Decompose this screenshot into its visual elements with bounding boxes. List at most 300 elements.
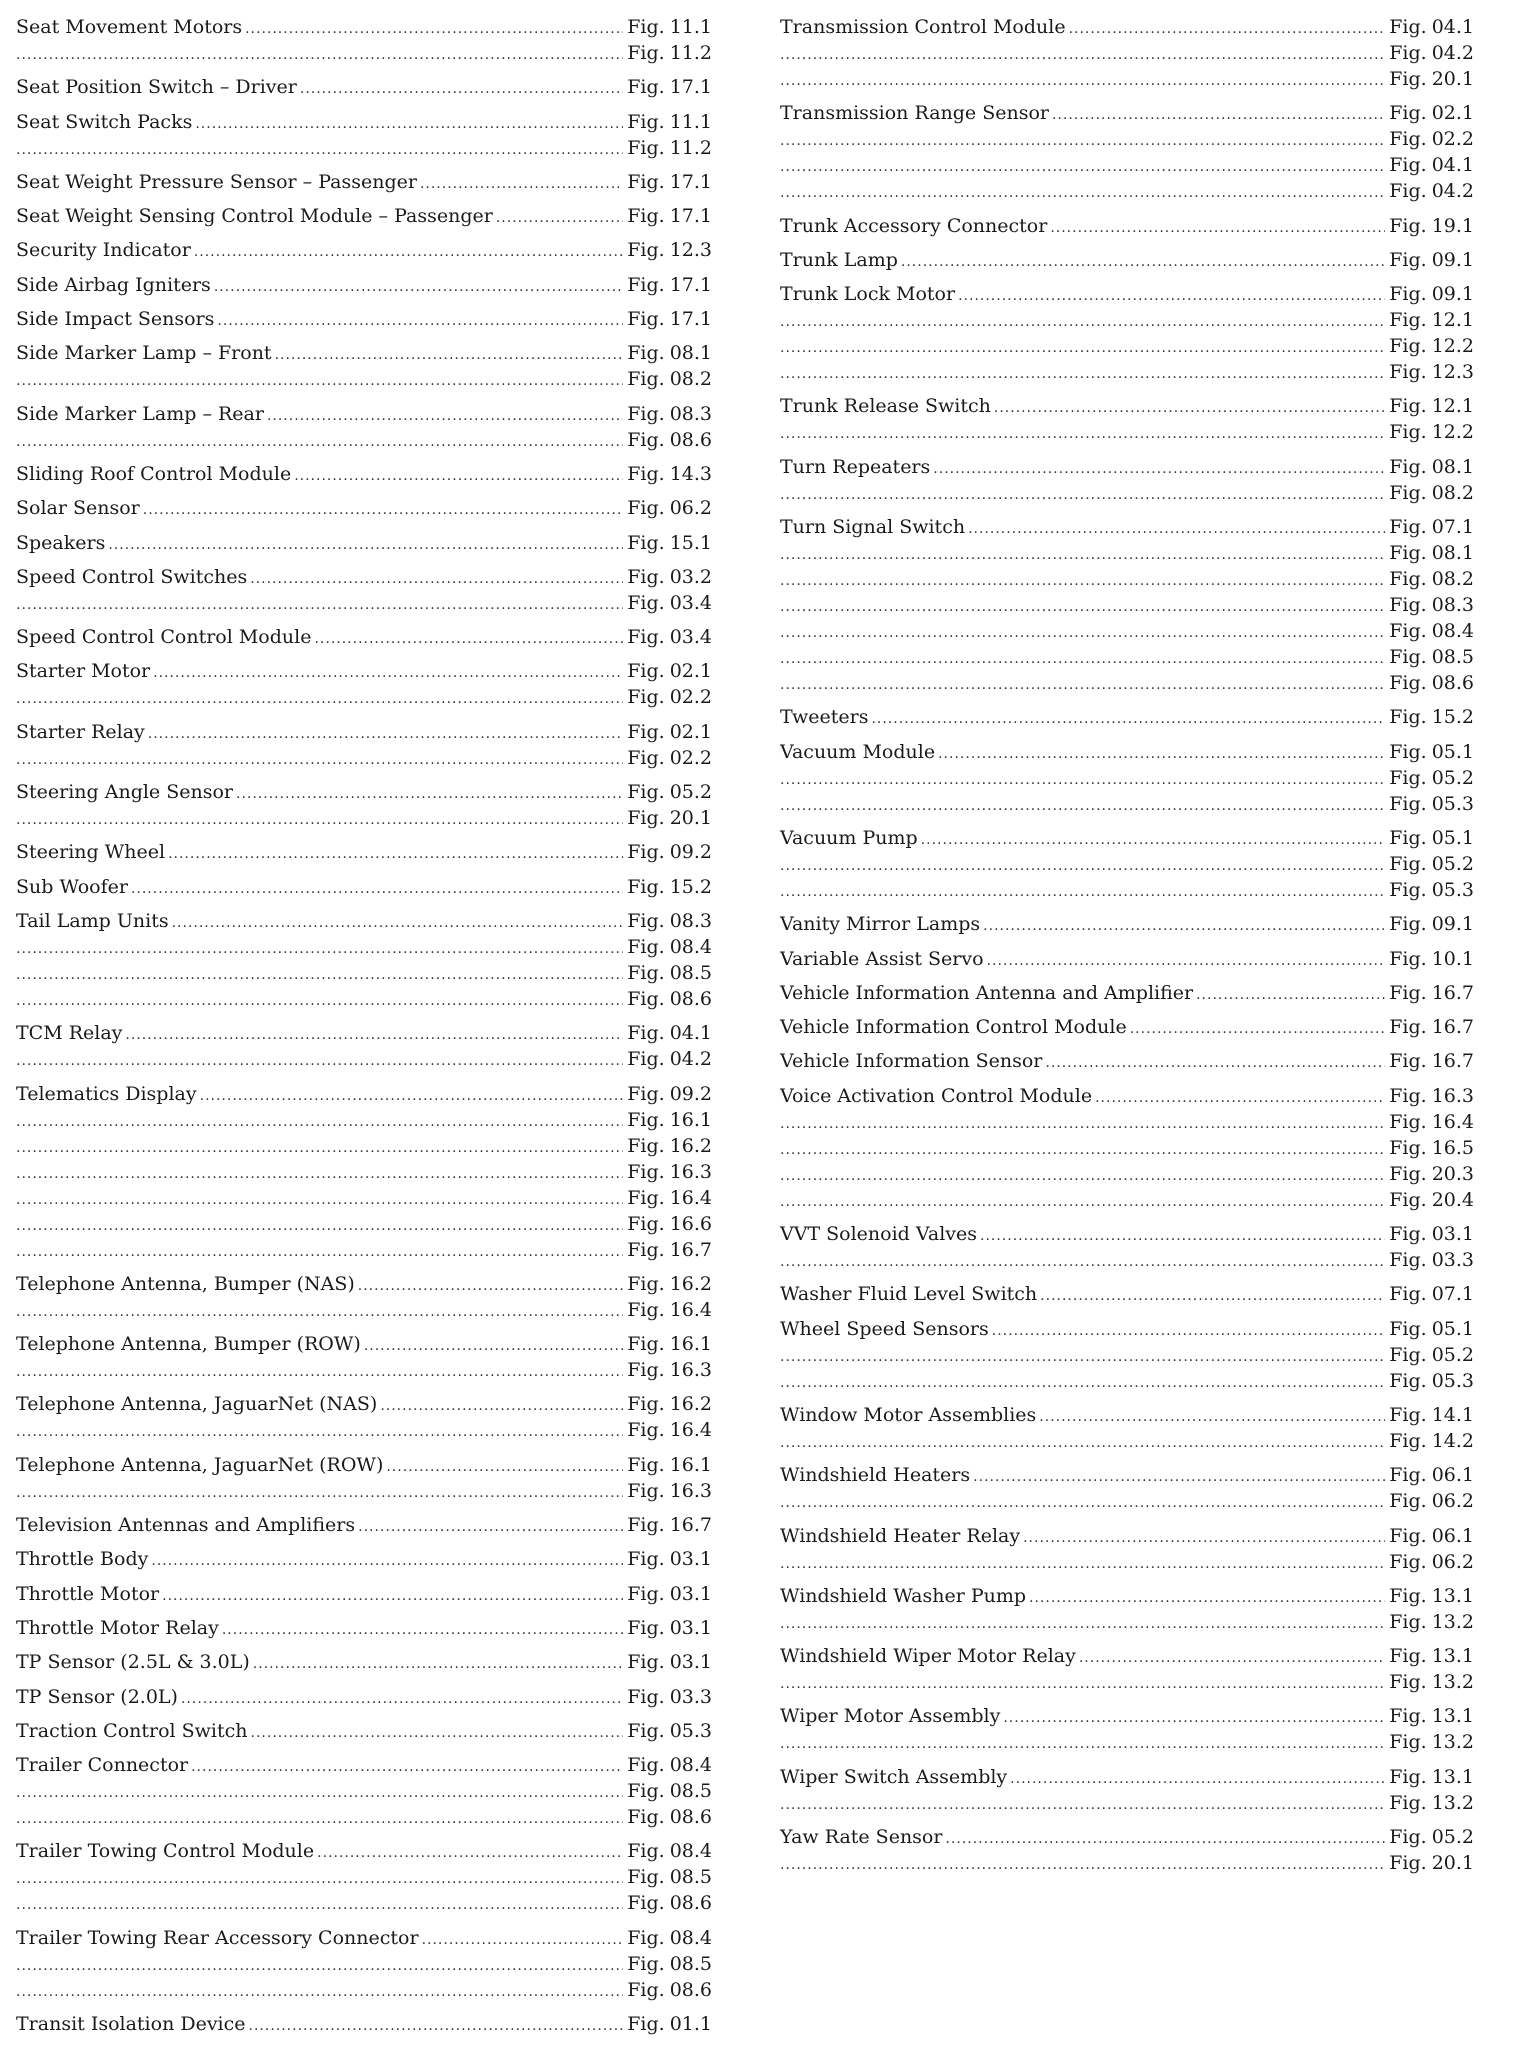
- dot-leader: [968, 516, 1385, 542]
- figure-number: 03.1: [1431, 1223, 1474, 1246]
- index-entry-line: [16, 658, 712, 684]
- index-entry-line: [16, 1615, 712, 1641]
- dot-leader: [217, 308, 623, 334]
- index-entry-line: [780, 1583, 1474, 1609]
- dot-leader: [16, 988, 623, 1014]
- figure-reference: [1385, 877, 1474, 903]
- component-name: Wiper Motor Assembly: [780, 1705, 1001, 1728]
- index-entry-line: [780, 704, 1474, 730]
- component-name: Speakers: [16, 531, 106, 554]
- index-entry-line: [780, 1221, 1474, 1247]
- component-name: Tweeters: [780, 706, 869, 729]
- index-entry: [16, 839, 712, 865]
- figure-reference: [623, 1925, 712, 1951]
- index-entry-line: [16, 1331, 712, 1357]
- figure-prefix: Fig.: [627, 239, 665, 262]
- dot-leader: [168, 841, 623, 867]
- dot-leader: [987, 948, 1386, 974]
- component-name: Window Motor Assemblies: [780, 1403, 1037, 1426]
- component-name: Telephone Antenna, Bumper (ROW): [16, 1333, 361, 1356]
- figure-prefix: Fig.: [627, 1160, 665, 1183]
- dot-leader: [780, 1111, 1385, 1137]
- figure-prefix: Fig.: [627, 875, 665, 898]
- dot-leader: [294, 463, 623, 489]
- index-entry: [780, 100, 1474, 204]
- component-name: Trunk Accessory Connector: [780, 214, 1048, 237]
- figure-reference: [623, 719, 712, 745]
- figure-number: 08.6: [669, 1806, 712, 1829]
- figure-number: 15.2: [1431, 706, 1474, 729]
- dot-leader: [1196, 982, 1385, 1008]
- index-entry-line: [16, 2011, 712, 2037]
- index-entry-line: [780, 1824, 1474, 1850]
- index-entry-continuation: [780, 1669, 1474, 1695]
- index-entry: [16, 719, 712, 771]
- index-entry-line: [780, 213, 1474, 239]
- figure-reference: [1385, 644, 1474, 670]
- index-entry: [780, 1824, 1474, 1876]
- figure-reference: [623, 530, 712, 556]
- index-entry-line: [16, 1512, 712, 1538]
- component-name: Throttle Body: [16, 1548, 149, 1571]
- figure-reference: [623, 306, 712, 332]
- dot-leader: [780, 1163, 1385, 1189]
- dot-leader: [780, 1792, 1385, 1818]
- dot-leader: [16, 962, 623, 988]
- figure-prefix: Fig.: [1389, 283, 1427, 306]
- figure-prefix: Fig.: [1389, 1705, 1427, 1728]
- figure-reference: [1385, 1135, 1474, 1161]
- figure-prefix: Fig.: [1389, 1188, 1427, 1211]
- index-entry: [16, 530, 712, 556]
- component-name: Speed Control Switches: [16, 565, 248, 588]
- figure-number: 02.2: [669, 746, 712, 769]
- figure-prefix: Fig.: [627, 1685, 665, 1708]
- figure-number: 08.1: [1431, 542, 1474, 565]
- figure-reference: [623, 1331, 712, 1357]
- figure-number: 19.1: [1431, 214, 1474, 237]
- index-entry: [16, 1081, 712, 1263]
- dot-leader: [921, 827, 1386, 853]
- index-entry: [16, 272, 712, 298]
- dot-leader: [1130, 1016, 1386, 1042]
- figure-reference: [1385, 1221, 1474, 1247]
- index-entry-continuation: [780, 540, 1474, 566]
- index-entry-line: [780, 1083, 1474, 1109]
- figure-reference: [623, 1478, 712, 1504]
- figure-number: 06.1: [1431, 1524, 1474, 1547]
- index-entry: [16, 306, 712, 332]
- figure-prefix: Fig.: [627, 402, 665, 425]
- figure-prefix: Fig.: [1389, 852, 1427, 875]
- component-name: Turn Signal Switch: [780, 516, 966, 539]
- figure-prefix: Fig.: [1389, 1645, 1427, 1668]
- figure-reference: [623, 590, 712, 616]
- figure-number: 20.1: [1431, 68, 1474, 90]
- figure-reference: [1385, 1187, 1474, 1213]
- index-entry-line: [780, 1764, 1474, 1790]
- dot-leader: [780, 646, 1385, 672]
- component-name: Traction Control Switch: [16, 1719, 248, 1742]
- component-name: Transit Isolation Device: [16, 2012, 246, 2035]
- index-entry-continuation: [16, 1133, 712, 1159]
- figure-reference: [1385, 825, 1474, 851]
- figure-prefix: Fig.: [627, 1651, 665, 1674]
- dot-leader: [358, 1273, 623, 1299]
- figure-reference: [1385, 1850, 1474, 1876]
- figure-number: 13.1: [1431, 1645, 1474, 1668]
- figure-prefix: Fig.: [1389, 1162, 1427, 1185]
- index-entry-line: [16, 237, 712, 263]
- component-name: Trailer Connector: [16, 1754, 189, 1777]
- component-name: Telephone Antenna, Bumper (NAS): [16, 1272, 355, 1295]
- figure-reference: [1385, 1428, 1474, 1454]
- index-entry-continuation: [780, 480, 1474, 506]
- dot-leader: [275, 342, 624, 368]
- dot-leader: [1029, 1585, 1385, 1611]
- figure-number: 08.5: [669, 1780, 712, 1803]
- figure-reference: [1385, 980, 1474, 1006]
- index-entry-continuation: [16, 1211, 712, 1237]
- index-entry: [16, 1752, 712, 1830]
- dot-leader: [780, 68, 1385, 94]
- index-entry: [780, 739, 1474, 817]
- figure-prefix: Fig.: [627, 1892, 665, 1915]
- figure-prefix: Fig.: [627, 591, 665, 614]
- figure-number: 04.2: [669, 1048, 712, 1071]
- figure-prefix: Fig.: [627, 1186, 665, 1209]
- figure-reference: [1385, 566, 1474, 592]
- figure-reference: [1385, 791, 1474, 817]
- component-name: Windshield Washer Pump: [780, 1584, 1027, 1607]
- index-entry: [16, 495, 712, 521]
- figure-prefix: Fig.: [1389, 1671, 1427, 1694]
- index-entry-line: [780, 1462, 1474, 1488]
- figure-reference: [623, 684, 712, 710]
- dot-leader: [422, 1927, 624, 1953]
- figure-reference: [1385, 670, 1474, 696]
- index-entry-continuation: [16, 590, 712, 616]
- index-entry-continuation: [16, 427, 712, 453]
- figure-prefix: Fig.: [1389, 481, 1427, 504]
- figure-prefix: Fig.: [1389, 1369, 1427, 1392]
- index-entry: [780, 1048, 1474, 1074]
- figure-prefix: Fig.: [1389, 766, 1427, 789]
- index-entry-line: [16, 839, 712, 865]
- index-entry-line: [780, 825, 1474, 851]
- figure-reference: [623, 1864, 712, 1890]
- dot-leader: [300, 76, 623, 102]
- index-entry-continuation: [780, 877, 1474, 903]
- index-entry-line: [780, 454, 1474, 480]
- figure-reference: [623, 1133, 712, 1159]
- figure-number: 08.2: [1431, 568, 1474, 591]
- index-entry-line: [16, 306, 712, 332]
- figure-prefix: Fig.: [1389, 1826, 1427, 1849]
- component-name: Yaw Rate Sensor: [780, 1826, 943, 1849]
- index-entry-continuation: [780, 791, 1474, 817]
- dot-leader: [16, 1359, 623, 1385]
- index-entry: [780, 825, 1474, 903]
- figure-reference: [623, 427, 712, 453]
- figure-number: 08.1: [669, 342, 712, 365]
- figure-reference: [1385, 1609, 1474, 1635]
- dot-leader: [1050, 215, 1385, 241]
- dot-leader: [16, 429, 623, 455]
- component-name: Windshield Wiper Motor Relay: [780, 1645, 1076, 1668]
- dot-leader: [191, 1754, 623, 1780]
- dot-leader: [251, 1720, 624, 1746]
- figure-number: 16.2: [669, 1393, 712, 1416]
- figure-number: 04.1: [1431, 154, 1474, 177]
- figure-prefix: Fig.: [1389, 1016, 1427, 1039]
- figure-number: 12.1: [1431, 395, 1474, 418]
- figure-reference: [623, 564, 712, 590]
- figure-reference: [1385, 1342, 1474, 1368]
- index-entry-continuation: [780, 333, 1474, 359]
- dot-leader: [236, 781, 623, 807]
- index-entry-continuation: [16, 745, 712, 771]
- figure-reference: [1385, 152, 1474, 178]
- dot-leader: [780, 482, 1385, 508]
- dot-leader: [780, 1551, 1385, 1577]
- figure-prefix: Fig.: [627, 1754, 665, 1777]
- figure-reference: [623, 169, 712, 195]
- dot-leader: [16, 747, 623, 773]
- index-entry-continuation: [16, 40, 712, 66]
- index-entry-line: [16, 908, 712, 934]
- figure-reference: [1385, 307, 1474, 333]
- index-entry: [780, 247, 1474, 273]
- figure-reference: [623, 874, 712, 900]
- index-entry: [780, 1583, 1474, 1635]
- dot-leader: [780, 767, 1385, 793]
- dot-leader: [16, 1979, 623, 2005]
- dot-leader: [151, 1548, 623, 1574]
- component-name: Vehicle Information Antenna and Amplifier: [780, 981, 1194, 1004]
- index-entry: [780, 454, 1474, 506]
- figure-number: 12.2: [1431, 335, 1474, 358]
- component-name: Seat Weight Sensing Control Module – Passenger: [16, 205, 493, 228]
- figure-number: 20.4: [1431, 1188, 1474, 1211]
- component-name: Transmission Range Sensor: [780, 102, 1049, 125]
- figure-reference: [623, 908, 712, 934]
- figure-number: 02.1: [669, 660, 712, 683]
- figure-prefix: Fig.: [1389, 395, 1427, 418]
- index-entry-line: [16, 169, 712, 195]
- index-entry: [780, 1764, 1474, 1816]
- figure-reference: [623, 1890, 712, 1916]
- dot-leader: [780, 568, 1385, 594]
- figure-prefix: Fig.: [1389, 878, 1427, 901]
- index-entry-line: [16, 564, 712, 590]
- index-entry-continuation: [16, 1478, 712, 1504]
- figure-reference: [1385, 540, 1474, 566]
- figure-number: 16.7: [669, 1238, 712, 1261]
- figure-prefix: Fig.: [1389, 826, 1427, 849]
- component-name: Trailer Towing Rear Accessory Connector: [16, 1926, 419, 1949]
- figure-number: 08.4: [669, 935, 712, 958]
- figure-number: 08.3: [669, 909, 712, 932]
- figure-reference: [1385, 765, 1474, 791]
- dot-leader: [16, 1161, 623, 1187]
- dot-leader: [994, 395, 1385, 421]
- index-entry-line: [16, 109, 712, 135]
- index-entry-continuation: [780, 670, 1474, 696]
- figure-number: 09.1: [1431, 248, 1474, 271]
- figure-prefix: Fig.: [627, 342, 665, 365]
- index-entry-line: [16, 1838, 712, 1864]
- index-entry: [16, 340, 712, 392]
- dot-leader: [983, 913, 1385, 939]
- figure-prefix: Fig.: [627, 807, 665, 830]
- figure-prefix: Fig.: [627, 841, 665, 864]
- figure-number: 08.2: [1431, 481, 1474, 504]
- dot-leader: [153, 660, 623, 686]
- dot-leader: [16, 1806, 623, 1832]
- index-entry: [16, 1546, 712, 1572]
- figure-prefix: Fig.: [627, 1582, 665, 1605]
- index-entry-line: [16, 874, 712, 900]
- figure-reference: [623, 1357, 712, 1383]
- index-entry-continuation: [780, 1161, 1474, 1187]
- figure-number: 16.4: [1431, 1110, 1474, 1133]
- index-column-left: [16, 14, 712, 2045]
- dot-leader: [945, 1826, 1385, 1852]
- figure-reference: [623, 1081, 712, 1107]
- figure-number: 08.4: [669, 1926, 712, 1949]
- figure-number: 16.7: [1431, 1016, 1474, 1039]
- figure-reference: [623, 805, 712, 831]
- figure-number: 02.2: [669, 686, 712, 709]
- index-entry-line: [780, 393, 1474, 419]
- index-entry-line: [16, 624, 712, 650]
- dot-leader: [195, 111, 623, 137]
- component-name: Wheel Speed Sensors: [780, 1317, 989, 1340]
- figure-number: 16.2: [669, 1134, 712, 1157]
- figure-prefix: Fig.: [627, 1212, 665, 1235]
- figure-reference: [623, 14, 712, 40]
- index-entry-line: [780, 1703, 1474, 1729]
- index-entry-line: [16, 401, 712, 427]
- dot-leader: [780, 672, 1385, 698]
- figure-prefix: Fig.: [1389, 42, 1427, 64]
- figure-number: 06.2: [1431, 1490, 1474, 1513]
- dot-leader: [780, 180, 1385, 206]
- figure-number: 08.6: [669, 987, 712, 1010]
- figure-prefix: Fig.: [1389, 180, 1427, 203]
- index-column-right: [780, 14, 1474, 1884]
- index-entry-line: [780, 1643, 1474, 1669]
- index-entry: [780, 1643, 1474, 1695]
- figure-prefix: Fig.: [627, 1393, 665, 1416]
- figure-reference: [623, 779, 712, 805]
- figure-reference: [1385, 1014, 1474, 1040]
- index-entry: [780, 1703, 1474, 1755]
- figure-prefix: Fig.: [627, 76, 665, 99]
- dot-leader: [253, 1651, 623, 1677]
- index-entry-line: [16, 1020, 712, 1046]
- figure-prefix: Fig.: [627, 565, 665, 588]
- figure-prefix: Fig.: [1389, 1464, 1427, 1487]
- index-entry: [780, 14, 1474, 92]
- index-entry-line: [780, 1316, 1474, 1342]
- figure-number: 09.1: [1431, 283, 1474, 306]
- index-entry: [16, 779, 712, 831]
- figure-reference: [623, 1211, 712, 1237]
- component-name: Trunk Lock Motor: [780, 283, 956, 306]
- figure-reference: [623, 1778, 712, 1804]
- figure-reference: [623, 1271, 712, 1297]
- dot-leader: [214, 274, 623, 300]
- index-entry-line: [780, 1014, 1474, 1040]
- figure-reference: [1385, 66, 1474, 92]
- component-name: Speed Control Control Module: [16, 626, 312, 649]
- component-name: Wiper Switch Assembly: [780, 1765, 1008, 1788]
- figure-prefix: Fig.: [627, 368, 665, 391]
- index-entry: [16, 2011, 712, 2037]
- component-name: Side Impact Sensors: [16, 308, 215, 331]
- figure-number: 11.1: [669, 16, 712, 38]
- component-name: Seat Movement Motors: [16, 16, 243, 38]
- component-name: Turn Repeaters: [780, 455, 931, 478]
- index-entry-continuation: [780, 1368, 1474, 1394]
- figure-prefix: Fig.: [627, 1719, 665, 1742]
- dot-leader: [358, 1514, 623, 1540]
- figure-reference: [1385, 247, 1474, 273]
- figure-reference: [1385, 393, 1474, 419]
- component-name: Starter Motor: [16, 660, 151, 683]
- index-entry-line: [16, 1718, 712, 1744]
- figure-reference: [623, 934, 712, 960]
- figure-prefix: Fig.: [1389, 516, 1427, 539]
- figure-number: 13.2: [1431, 1791, 1474, 1814]
- figure-number: 13.2: [1431, 1610, 1474, 1633]
- index-entry: [16, 1615, 712, 1641]
- figure-prefix: Fig.: [627, 1926, 665, 1949]
- figure-reference: [1385, 1109, 1474, 1135]
- figure-reference: [1385, 1824, 1474, 1850]
- dot-leader: [108, 532, 623, 558]
- dot-leader: [780, 421, 1385, 447]
- index-entry: [780, 946, 1474, 972]
- figure-number: 05.2: [1431, 1343, 1474, 1366]
- index-entry-line: [16, 1081, 712, 1107]
- dot-leader: [1003, 1705, 1385, 1731]
- figure-number: 16.3: [1431, 1084, 1474, 1107]
- dot-leader: [16, 1780, 623, 1806]
- figure-reference: [1385, 1488, 1474, 1514]
- figure-reference: [623, 135, 712, 161]
- figure-reference: [1385, 911, 1474, 937]
- figure-reference: [1385, 178, 1474, 204]
- figure-prefix: Fig.: [627, 686, 665, 709]
- figure-prefix: Fig.: [627, 1272, 665, 1295]
- figure-reference: [1385, 1549, 1474, 1575]
- dot-leader: [16, 807, 623, 833]
- index-entry-line: [16, 461, 712, 487]
- figure-reference: [623, 1185, 712, 1211]
- figure-reference: [623, 1649, 712, 1675]
- dot-leader: [16, 1866, 623, 1892]
- figure-number: 08.1: [1431, 455, 1474, 478]
- dot-leader: [780, 542, 1385, 568]
- index-entry: [16, 401, 712, 453]
- figure-prefix: Fig.: [1389, 646, 1427, 669]
- figure-prefix: Fig.: [1389, 1610, 1427, 1633]
- figure-reference: [1385, 1083, 1474, 1109]
- index-entry-line: [16, 14, 712, 40]
